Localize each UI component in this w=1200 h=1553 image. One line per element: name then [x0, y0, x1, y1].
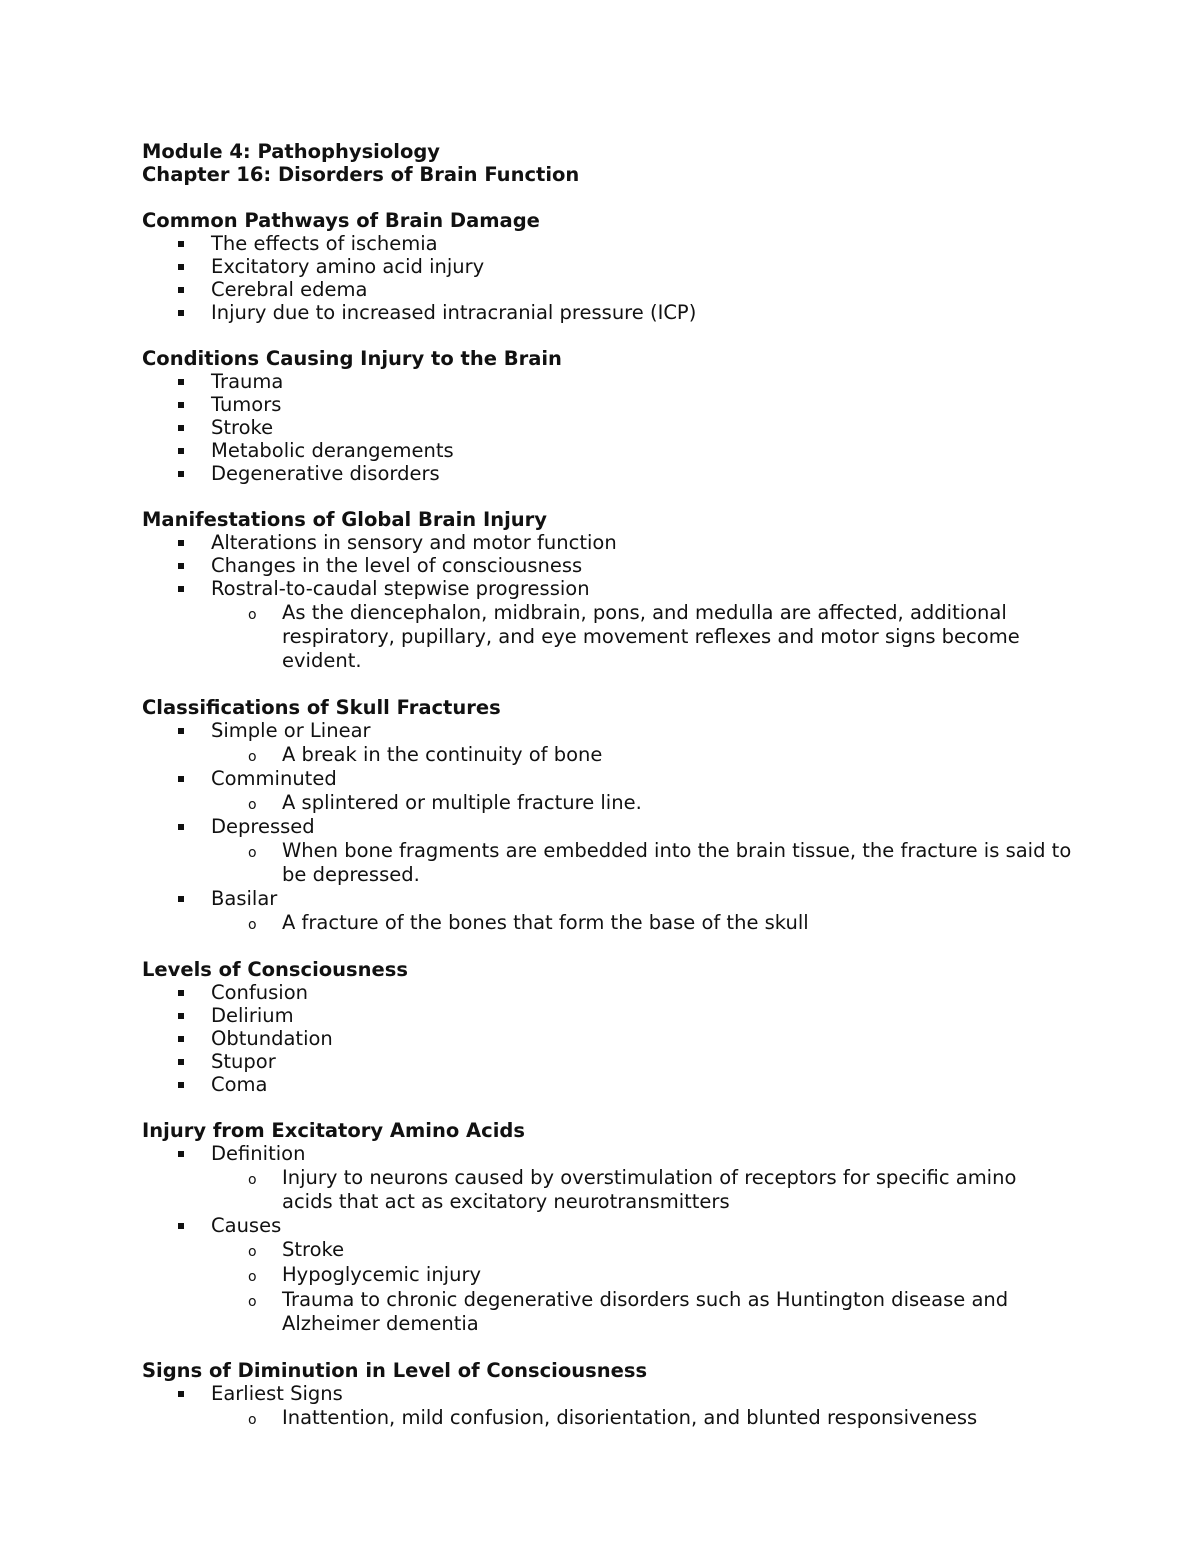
- square-bullet-icon: [178, 310, 184, 316]
- bullet-list: [142, 531, 1102, 673]
- square-bullet-icon: [178, 1391, 184, 1397]
- list-item: [142, 1073, 1102, 1096]
- square-bullet-icon: [178, 241, 184, 247]
- chapter-title: Chapter 16: Disorders of Brain Function: [142, 163, 580, 186]
- sub-list-item: [142, 1263, 1102, 1287]
- list-item-text: Stroke: [211, 416, 274, 439]
- list-item: [142, 301, 1102, 324]
- list-item-text: Depressed: [211, 815, 315, 838]
- sub-list-item-text: Stroke: [282, 1238, 345, 1261]
- circle-bullet-icon: o: [248, 917, 257, 933]
- section-heading: Signs of Diminution in Level of Consciousness: [142, 1359, 648, 1382]
- list-item-text: Comminuted: [211, 767, 337, 790]
- section: [142, 209, 1102, 324]
- list-item-text: Obtundation: [211, 1027, 333, 1050]
- list-item: [142, 767, 1102, 815]
- sub-bullet-list: [211, 1166, 1102, 1214]
- list-item-text: Earliest Signs: [211, 1382, 343, 1405]
- square-bullet-icon: [178, 1151, 184, 1157]
- list-item: [142, 554, 1102, 577]
- list-item-text: Degenerative disorders: [211, 462, 440, 485]
- square-bullet-icon: [178, 540, 184, 546]
- sub-list-item: [142, 743, 1102, 767]
- sub-list-item: [142, 1238, 1102, 1262]
- square-bullet-icon: [178, 379, 184, 385]
- list-item: [142, 278, 1102, 301]
- section-heading: Conditions Causing Injury to the Brain: [142, 347, 562, 370]
- list-item: [142, 439, 1102, 462]
- sub-list-item-text: As the diencephalon, midbrain, pons, and medulla are affected, additional respiratory, pupillary, and eye movement reflexes and motor signs become evident.: [282, 601, 1020, 672]
- sub-bullet-list: [211, 601, 1102, 673]
- square-bullet-icon: [178, 471, 184, 477]
- list-item-text: The effects of ischemia: [211, 232, 438, 255]
- sub-list-item: [142, 1406, 1102, 1430]
- sub-list-item-text: A break in the continuity of bone: [282, 743, 603, 766]
- list-item: [142, 1142, 1102, 1214]
- module-title: Module 4: Pathophysiology: [142, 140, 441, 163]
- bullet-list: [142, 981, 1102, 1096]
- square-bullet-icon: [178, 1013, 184, 1019]
- list-item: [142, 462, 1102, 485]
- square-bullet-icon: [178, 425, 184, 431]
- circle-bullet-icon: o: [248, 1412, 257, 1428]
- square-bullet-icon: [178, 563, 184, 569]
- sub-list-item-text: When bone fragments are embedded into the brain tissue, the fracture is said to be depressed.: [282, 839, 1072, 886]
- square-bullet-icon: [178, 448, 184, 454]
- list-item-text: Causes: [211, 1214, 282, 1237]
- sub-list-item-text: Trauma to chronic degenerative disorders such as Huntington disease and Alzheimer dementia: [282, 1288, 1009, 1335]
- list-item-text: Rostral-to-caudal stepwise progression: [211, 577, 590, 600]
- list-item: [142, 1027, 1102, 1050]
- circle-bullet-icon: o: [248, 1172, 257, 1188]
- sub-list-item: [142, 791, 1102, 815]
- list-item-text: Basilar: [211, 887, 278, 910]
- square-bullet-icon: [178, 776, 184, 782]
- list-item-text: Excitatory amino acid injury: [211, 255, 485, 278]
- sub-list-item-text: Injury to neurons caused by overstimulation of receptors for specific amino acids that act as excitatory neurotransmitters: [282, 1166, 1017, 1213]
- bullet-list: [142, 1142, 1102, 1336]
- section-heading: Levels of Consciousness: [142, 958, 408, 981]
- list-item: [142, 255, 1102, 278]
- list-item: [142, 981, 1102, 1004]
- square-bullet-icon: [178, 1036, 184, 1042]
- sub-bullet-list: [211, 1406, 1102, 1430]
- square-bullet-icon: [178, 264, 184, 270]
- square-bullet-icon: [178, 402, 184, 408]
- square-bullet-icon: [178, 1223, 184, 1229]
- sub-list-item: [142, 1288, 1102, 1336]
- section-heading: Common Pathways of Brain Damage: [142, 209, 540, 232]
- list-item-text: Changes in the level of consciousness: [211, 554, 583, 577]
- list-item: [142, 1050, 1102, 1073]
- list-item: [142, 393, 1102, 416]
- sub-list-item: [142, 1166, 1102, 1214]
- circle-bullet-icon: o: [248, 1294, 257, 1310]
- bullet-list: [142, 232, 1102, 324]
- square-bullet-icon: [178, 990, 184, 996]
- list-item-text: Definition: [211, 1142, 306, 1165]
- list-item-text: Stupor: [211, 1050, 276, 1073]
- list-item: [142, 1382, 1102, 1430]
- section-heading: Injury from Excitatory Amino Acids: [142, 1119, 525, 1142]
- document-page: [142, 140, 1102, 1430]
- square-bullet-icon: [178, 896, 184, 902]
- list-item-text: Tumors: [211, 393, 282, 416]
- section: [142, 508, 1102, 673]
- list-item-text: Trauma: [211, 370, 284, 393]
- list-item: [142, 719, 1102, 767]
- square-bullet-icon: [178, 586, 184, 592]
- circle-bullet-icon: o: [248, 1269, 257, 1285]
- sub-list-item-text: Hypoglycemic injury: [282, 1263, 482, 1286]
- circle-bullet-icon: o: [248, 607, 257, 623]
- list-item: [142, 232, 1102, 255]
- sub-bullet-list: [211, 911, 1102, 935]
- sub-list-item: [142, 911, 1102, 935]
- list-item: [142, 370, 1102, 393]
- bullet-list: [142, 1382, 1102, 1430]
- circle-bullet-icon: o: [248, 749, 257, 765]
- square-bullet-icon: [178, 824, 184, 830]
- list-item: [142, 577, 1102, 673]
- sub-list-item-text: A splintered or multiple fracture line.: [282, 791, 642, 814]
- list-item: [142, 1004, 1102, 1027]
- section-heading: Classifications of Skull Fractures: [142, 696, 501, 719]
- sub-list-item: [142, 601, 1102, 673]
- list-item: [142, 531, 1102, 554]
- list-item-text: Confusion: [211, 981, 308, 1004]
- section: [142, 1359, 1102, 1430]
- circle-bullet-icon: o: [248, 797, 257, 813]
- sub-list-item-text: A fracture of the bones that form the base of the skull: [282, 911, 809, 934]
- list-item-text: Simple or Linear: [211, 719, 371, 742]
- square-bullet-icon: [178, 287, 184, 293]
- sub-bullet-list: [211, 743, 1102, 767]
- list-item-text: Injury due to increased intracranial pressure (ICP): [211, 301, 697, 324]
- list-item-text: Metabolic derangements: [211, 439, 454, 462]
- bullet-list: [142, 370, 1102, 485]
- list-item-text: Cerebral edema: [211, 278, 368, 301]
- square-bullet-icon: [178, 1082, 184, 1088]
- list-item: [142, 815, 1102, 887]
- list-item-text: Alterations in sensory and motor function: [211, 531, 617, 554]
- section: [142, 1119, 1102, 1336]
- sections-container: [142, 209, 1102, 1430]
- sub-bullet-list: [211, 839, 1102, 887]
- sub-list-item: [142, 839, 1102, 887]
- list-item: [142, 416, 1102, 439]
- circle-bullet-icon: o: [248, 1244, 257, 1260]
- square-bullet-icon: [178, 1059, 184, 1065]
- section: [142, 696, 1102, 935]
- section-heading: Manifestations of Global Brain Injury: [142, 508, 547, 531]
- bullet-list: [142, 719, 1102, 935]
- sub-list-item-text: Inattention, mild confusion, disorientation, and blunted responsiveness: [282, 1406, 978, 1429]
- section: [142, 347, 1102, 485]
- square-bullet-icon: [178, 728, 184, 734]
- list-item: [142, 887, 1102, 935]
- section: [142, 958, 1102, 1096]
- circle-bullet-icon: o: [248, 845, 257, 861]
- sub-bullet-list: [211, 791, 1102, 815]
- list-item-text: Delirium: [211, 1004, 294, 1027]
- list-item: [142, 1214, 1102, 1336]
- list-item-text: Coma: [211, 1073, 268, 1096]
- sub-bullet-list: [211, 1238, 1102, 1336]
